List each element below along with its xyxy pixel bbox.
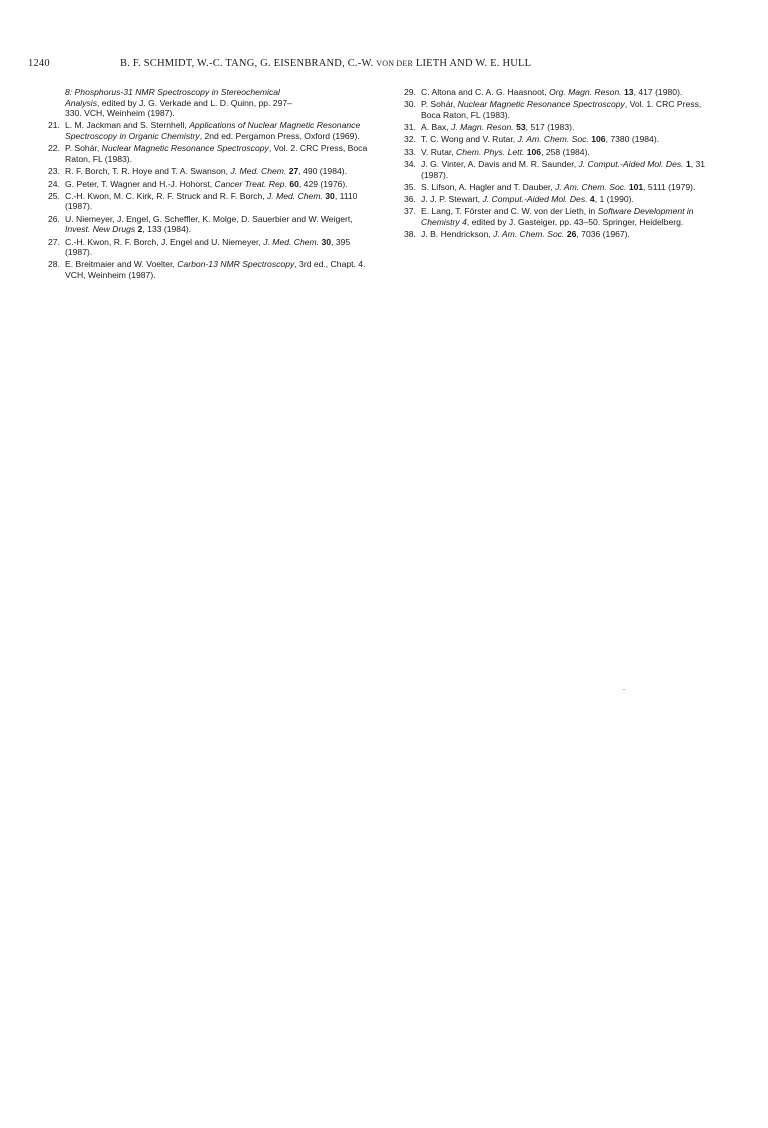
reference-volume: 30 bbox=[321, 236, 332, 247]
reference-24 bbox=[48, 179, 368, 190]
reference-authors: J. B. Hendrickson, bbox=[421, 229, 494, 240]
reference-27 bbox=[48, 237, 368, 258]
reference-journal: J. Med. Chem. bbox=[263, 236, 320, 247]
reference-volume: 1 bbox=[685, 159, 691, 169]
reference-text bbox=[65, 120, 368, 141]
reference-details: , 133 (1984). bbox=[142, 224, 192, 235]
reference-journal: J. Am. Chem. Soc. bbox=[517, 134, 589, 145]
reference-details: , 7380 (1984). bbox=[605, 134, 660, 145]
reference-number: 22. bbox=[48, 143, 60, 154]
continuation-line-1 bbox=[65, 87, 368, 98]
reference-journal: J. Comput.-Aided Mol. Des. bbox=[578, 159, 684, 169]
reference-details: , 258 (1984). bbox=[541, 146, 590, 157]
reference-journal: J. Comput.-Aided Mol. Des. bbox=[482, 194, 588, 205]
reference-volume: 13 bbox=[624, 87, 634, 97]
reference-text bbox=[65, 166, 368, 177]
reference-number: 23. bbox=[48, 166, 60, 177]
reference-journal: J. Med. Chem. bbox=[267, 190, 323, 201]
running-head-authors bbox=[120, 58, 531, 69]
reference-details: , 517 (1983). bbox=[525, 122, 575, 133]
reference-number: 25. bbox=[48, 190, 60, 201]
reference-text bbox=[421, 99, 722, 120]
reference-32 bbox=[404, 134, 722, 145]
reference-title: Software Development in Chemistry 4 bbox=[421, 206, 694, 228]
reference-volume: 27 bbox=[288, 166, 299, 177]
reference-text bbox=[65, 237, 368, 258]
reference-authors: G. Peter, T. Wagner and H.-J. Hohorst, bbox=[65, 178, 215, 189]
reference-details: , 7036 (1967). bbox=[576, 229, 630, 240]
reference-details: , Vol. 1. CRC Press, Boca Raton, FL (1983). bbox=[421, 99, 702, 120]
reference-details: , 2nd ed. Pergamon Press, Oxford (1969). bbox=[199, 131, 360, 142]
reference-details: , Vol. 2. CRC Press, Boca Raton, FL (1983). bbox=[65, 143, 368, 164]
reference-volume: 60 bbox=[289, 178, 299, 189]
reference-26 bbox=[48, 214, 368, 235]
reference-number: 37. bbox=[404, 206, 416, 217]
reference-text bbox=[421, 87, 722, 98]
reference-details: , 395 (1987). bbox=[65, 236, 351, 258]
reference-29 bbox=[404, 87, 722, 98]
reference-number: 24. bbox=[48, 178, 60, 189]
scan-speck bbox=[623, 689, 625, 690]
reference-number: 32. bbox=[404, 134, 416, 145]
reference-authors: U. Niemeyer, J. Engel, G. Scheffler, K. Molge, D. Sauerbier and W. Weigert, bbox=[65, 213, 353, 224]
reference-journal: J. Am. Chem. Soc. bbox=[493, 229, 565, 240]
reference-authors: R. F. Borch, T. R. Hoye and T. A. Swanson, bbox=[65, 166, 231, 177]
reference-number: 21. bbox=[48, 120, 60, 131]
reference-journal: Cancer Treat. Rep. bbox=[214, 178, 287, 189]
reference-25 bbox=[48, 191, 368, 212]
reference-number: 31. bbox=[404, 122, 416, 133]
reference-journal: Invest. New Drugs bbox=[65, 224, 136, 235]
continuation-title-2: Analysis bbox=[65, 97, 97, 108]
reference-number: 29. bbox=[404, 87, 416, 97]
reference-title: Nuclear Magnetic Resonance Spectroscopy bbox=[457, 99, 625, 110]
page-number: 1240 bbox=[28, 58, 50, 69]
reference-details: , 31 (1987). bbox=[421, 159, 706, 180]
reference-continuation bbox=[48, 87, 368, 119]
reference-21 bbox=[48, 120, 368, 141]
reference-text bbox=[65, 259, 368, 280]
reference-text bbox=[65, 179, 368, 190]
reference-authors: E. Breitmaier and W. Voelter, bbox=[65, 259, 178, 270]
reference-number: 36. bbox=[404, 194, 416, 205]
reference-text bbox=[421, 122, 722, 133]
reference-authors: J. J. P. Stewart, bbox=[421, 194, 483, 205]
reference-number: 26. bbox=[48, 213, 60, 224]
reference-details: , 429 (1976). bbox=[298, 178, 348, 189]
reference-details: , 417 (1980). bbox=[633, 87, 683, 97]
reference-details: , 1110 (1987). bbox=[65, 190, 358, 212]
reference-journal: J. Magn. Reson. bbox=[451, 122, 514, 133]
reference-journal: J. Am. Chem. Soc. bbox=[555, 181, 627, 192]
reference-authors: T. C. Wong and V. Rutar, bbox=[421, 134, 518, 145]
reference-text bbox=[421, 194, 722, 205]
reference-details: , 3rd ed., Chapt. 4. VCH, Weinheim (1987). bbox=[65, 259, 366, 280]
reference-volume: 106 bbox=[526, 146, 542, 157]
reference-title: Applications of Nuclear Magnetic Resonance Spectroscopy in Organic Chemistry bbox=[65, 120, 361, 142]
continuation-line-3: 330. VCH, Weinheim (1987). bbox=[65, 108, 175, 119]
reference-volume: 53 bbox=[516, 122, 526, 133]
reference-36 bbox=[404, 194, 722, 205]
running-head-part-2: LIETH AND W. E. HULL bbox=[415, 58, 532, 69]
reference-31 bbox=[404, 122, 722, 133]
reference-text bbox=[65, 191, 368, 212]
reference-authors: V. Rutar, bbox=[421, 146, 457, 157]
reference-details: , 1 (1990). bbox=[594, 194, 634, 205]
reference-text bbox=[421, 147, 722, 158]
reference-number: 34. bbox=[404, 159, 416, 169]
reference-journal: J. Med. Chem. bbox=[230, 166, 287, 177]
reference-text bbox=[421, 159, 722, 180]
reference-number: 38. bbox=[404, 229, 416, 240]
reference-authors: C.-H. Kwon, M. C. Kirk, R. F. Struck and R. F. Borch, bbox=[65, 190, 267, 201]
page-header bbox=[28, 58, 738, 72]
reference-journal: Chem. Phys. Lett. bbox=[456, 146, 525, 157]
reference-authors: P. Sohár, bbox=[421, 99, 458, 110]
reference-number: 28. bbox=[48, 259, 60, 270]
reference-authors: P. Sohár, bbox=[65, 143, 102, 154]
reference-38 bbox=[404, 229, 722, 240]
reference-text bbox=[65, 214, 368, 235]
reference-text bbox=[421, 206, 722, 227]
reference-authors: E. Lang, T. Förster and C. W. von der Lieth, in bbox=[421, 206, 598, 217]
reference-text bbox=[421, 134, 722, 145]
reference-authors: S. Lifson, A. Hagler and T. Dauber, bbox=[421, 181, 556, 192]
reference-number: 27. bbox=[48, 236, 60, 247]
reference-title: Nuclear Magnetic Resonance Spectroscopy bbox=[101, 143, 269, 154]
reference-authors: A. Bax, bbox=[421, 122, 452, 133]
reference-volume: 30 bbox=[325, 190, 335, 201]
reference-authors: C.-H. Kwon, R. F. Borch, J. Engel and U. Niemeyer, bbox=[65, 236, 264, 247]
reference-details: , 490 (1984). bbox=[298, 166, 348, 177]
running-head-smallcaps: VON DER bbox=[376, 59, 413, 68]
reference-volume: 26 bbox=[566, 229, 577, 240]
reference-30 bbox=[404, 99, 722, 120]
reference-journal: Org. Magn. Reson. bbox=[549, 87, 622, 97]
reference-volume: 106 bbox=[591, 134, 606, 145]
reference-number: 30. bbox=[404, 99, 416, 110]
references-left-column bbox=[48, 87, 368, 282]
continuation-title-1: 8: Phosphorus-31 NMR Spectroscopy in Stereochemical bbox=[65, 87, 280, 97]
reference-volume: 101 bbox=[628, 181, 644, 192]
reference-title: Carbon-13 NMR Spectroscopy bbox=[177, 259, 295, 270]
reference-authors: L. M. Jackman and S. Sternhell, bbox=[65, 120, 190, 131]
reference-23 bbox=[48, 166, 368, 177]
continuation-editors: , edited by J. G. Verkade and L. D. Quinn, pp. 297– bbox=[97, 97, 292, 108]
continuation-line-2 bbox=[65, 98, 368, 109]
reference-text bbox=[421, 229, 722, 240]
reference-35 bbox=[404, 182, 722, 193]
reference-34 bbox=[404, 159, 722, 180]
reference-number: 35. bbox=[404, 181, 416, 192]
reference-volume: 2 bbox=[137, 224, 143, 235]
reference-authors: C. Altona and C. A. G. Haasnoot, bbox=[421, 87, 550, 97]
reference-number: 33. bbox=[404, 146, 416, 157]
reference-text bbox=[65, 143, 368, 164]
reference-37 bbox=[404, 206, 722, 227]
reference-volume: 4 bbox=[589, 194, 595, 205]
reference-text bbox=[421, 182, 722, 193]
running-head-part-1: B. F. SCHMIDT, W.-C. TANG, G. EISENBRAND, C.-W. bbox=[120, 58, 374, 69]
reference-22 bbox=[48, 143, 368, 164]
reference-33 bbox=[404, 147, 722, 158]
references-right-column bbox=[404, 87, 722, 242]
reference-details: , 5111 (1979). bbox=[643, 181, 696, 192]
reference-authors: J. G. Vinter, A. Davis and M. R. Saunder, bbox=[421, 159, 579, 169]
reference-details: , edited by J. Gasteiger, pp. 43–50. Springer, Heidelberg. bbox=[466, 217, 684, 228]
reference-28 bbox=[48, 259, 368, 280]
